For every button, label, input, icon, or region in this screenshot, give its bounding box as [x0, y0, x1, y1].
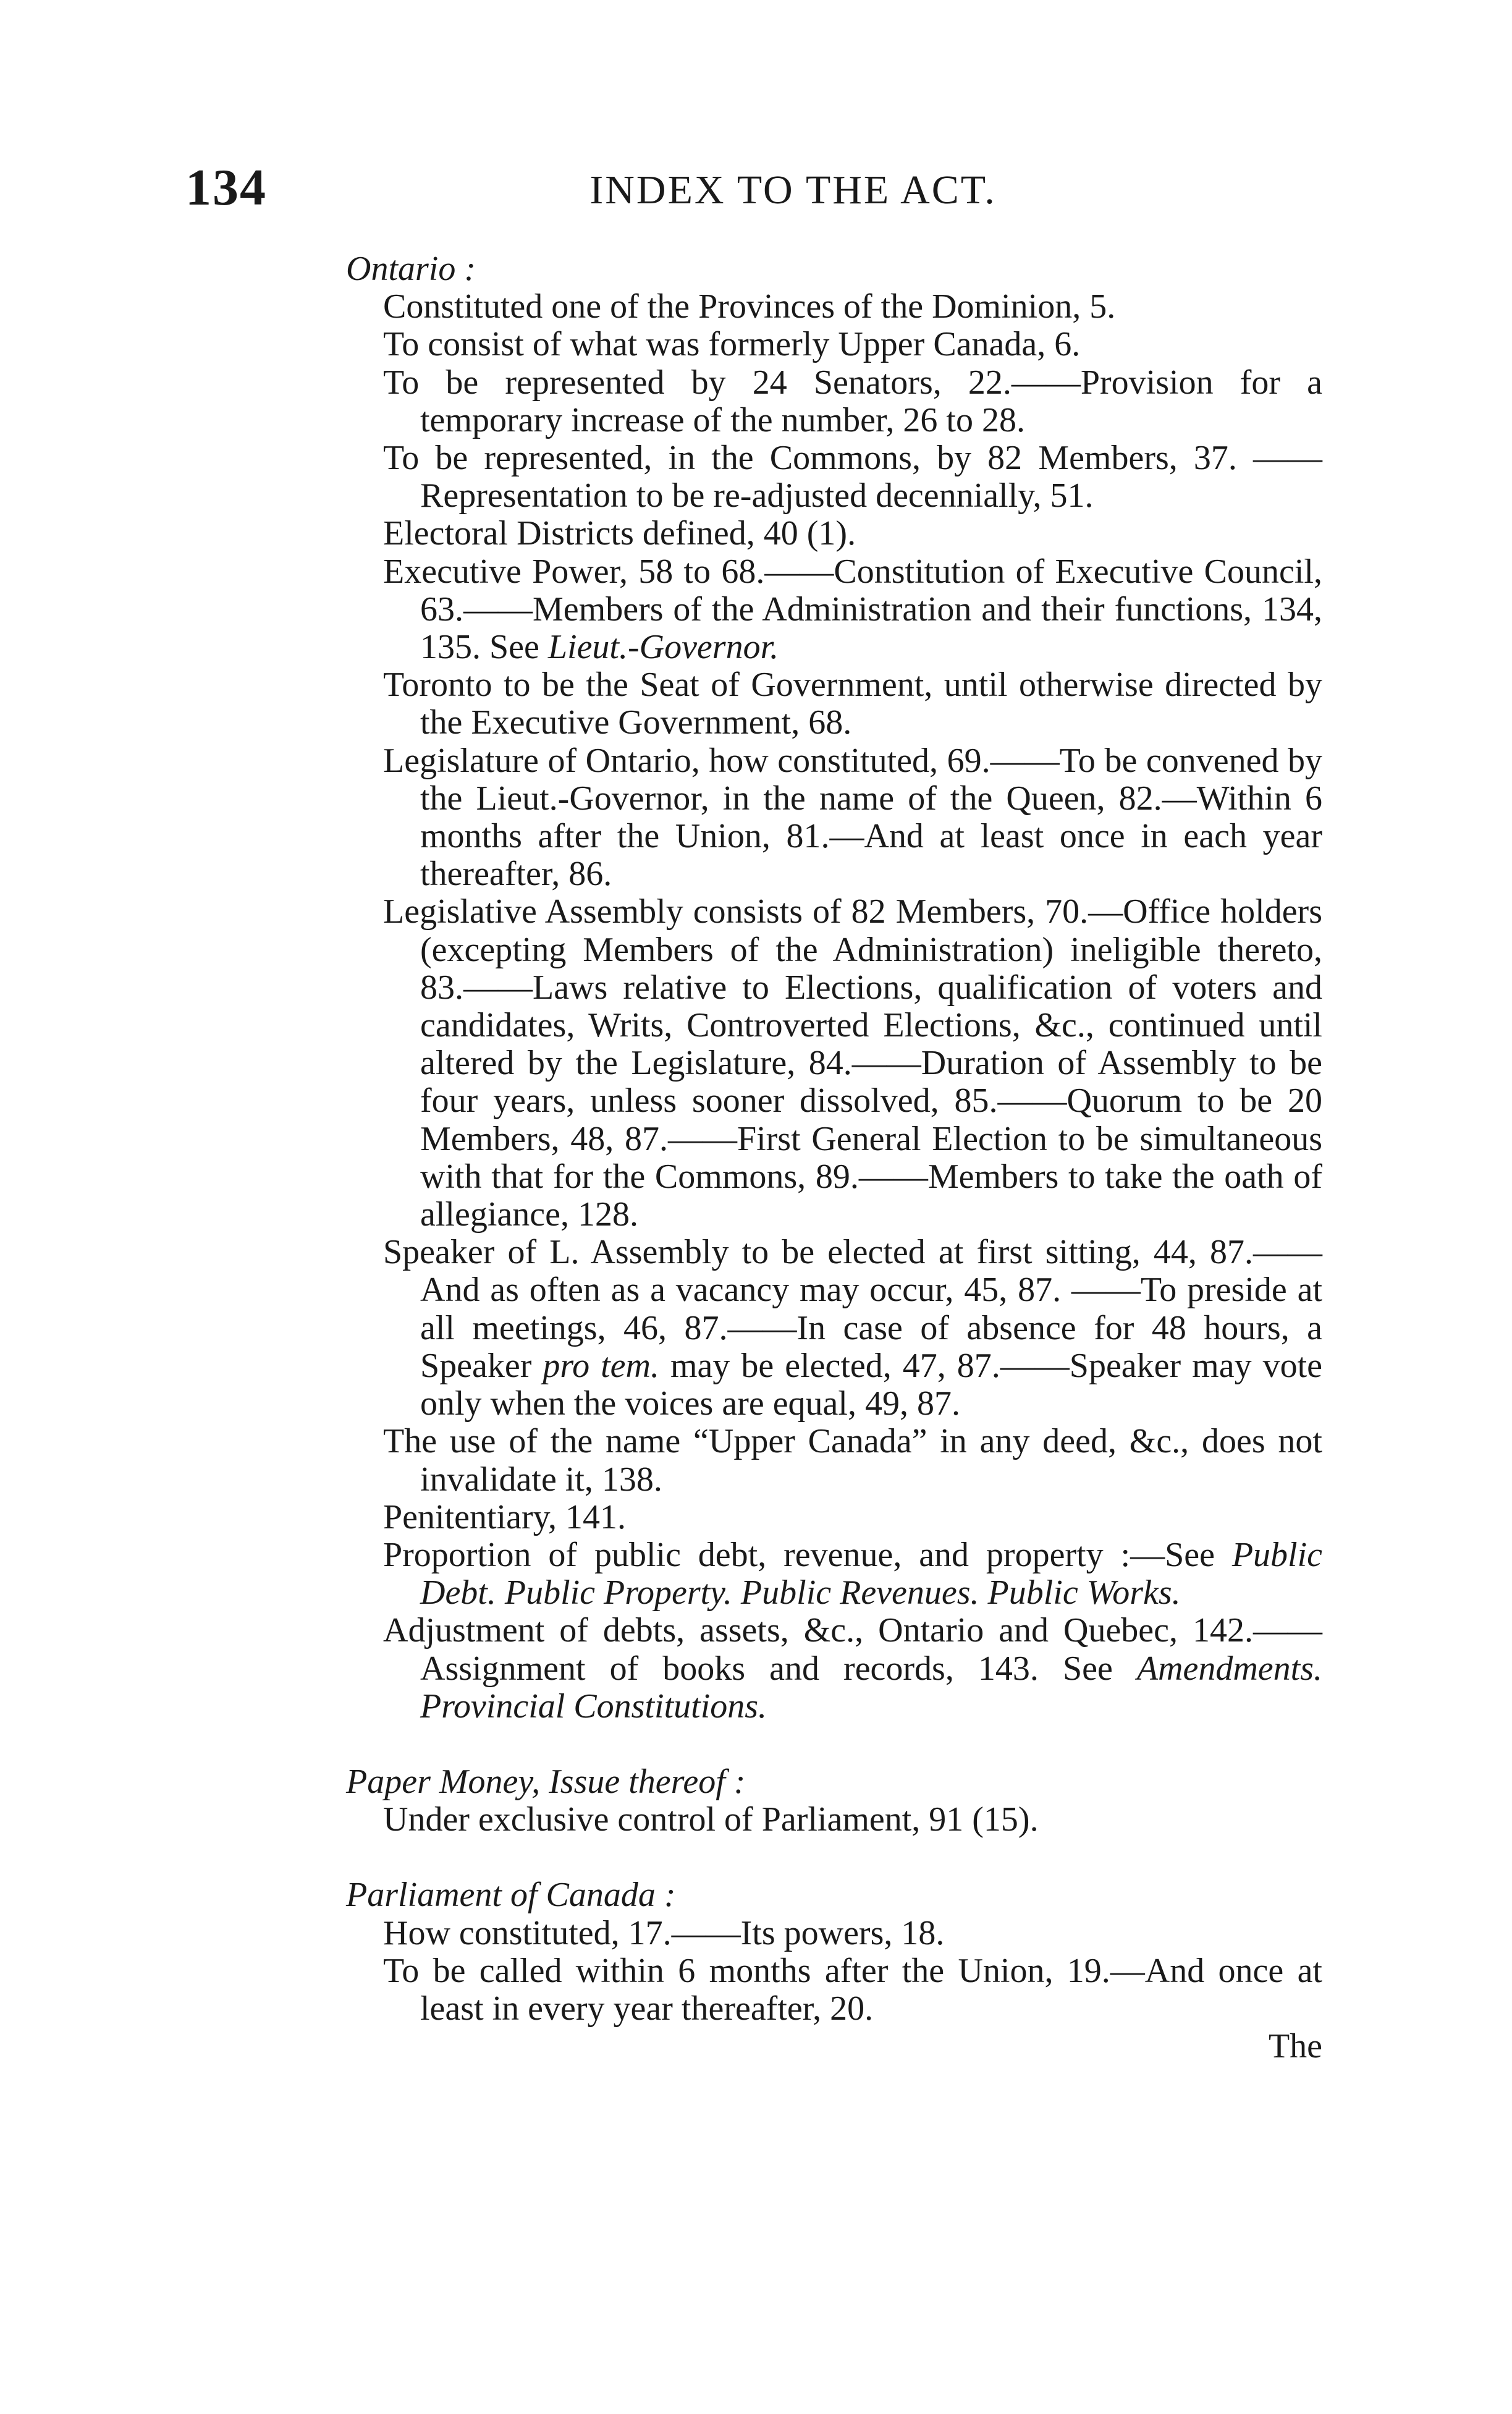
index-section [346, 1876, 1322, 2028]
index-section [346, 250, 1322, 1726]
entry-text: To consist of what was formerly Upper Canada, 6. [383, 325, 1081, 364]
entry-reference-italic: pro tem. [543, 1346, 659, 1385]
entry-reference-italic: Lieut.-Governor. [547, 628, 779, 667]
index-entry [383, 1499, 1322, 1536]
section-heading: Ontario : [346, 250, 476, 288]
index-entry [383, 1952, 1322, 2028]
index-entry [383, 515, 1322, 553]
entry-text: Penitentiary, 141. [383, 1497, 626, 1536]
entry-text: The use of the name “Upper Canada” in any deed, &c., does not invalidate it, 138. [383, 1422, 1322, 1499]
entry-text: Executive Power, 58 to 68.——Constitution of Executive Council, 63.——Members of the Administration and their functions, 134, 135. See [383, 552, 1322, 667]
section-heading: Paper Money, Issue thereof : [346, 1762, 746, 1801]
entry-text: Proportion of public debt, revenue, and property :—See [383, 1535, 1232, 1574]
index-sections [346, 250, 1322, 2028]
section-heading: Parliament of Canada : [346, 1876, 676, 1915]
entry-text: Speaker of L. Assembly to be elected at first sitting, 44, 87.——And as often as a vacancy may occur, 45, 87. ——To preside at all meetings, 46, 87.——In case of absence for 48 hours, a Speaker [383, 1233, 1322, 1385]
entry-text: Under exclusive control of Parliament, 91 (15). [383, 1800, 1039, 1839]
index-entry [383, 326, 1322, 363]
index-body [346, 250, 1322, 2065]
index-entry [383, 288, 1322, 326]
entry-text: Toronto to be the Seat of Government, until otherwise directed by the Executive Government, 68. [383, 666, 1322, 742]
entry-text: Legislative Assembly consists of 82 Members, 70.—Office holders (excepting Members of the Administration) ineligible thereto, 83.——Laws relative to Elections, qualification of voters and candidates, Writs, Controverted Elections, &c., continued until altered by the Legislature, 84.——Duration of Assembly to be four years, unless sooner dissolved, 85.——Quorum to be 20 Members, 48, 87.——First General Election to be simultaneous with that for the Commons, 89.——Members to take the oath of allegiance, 128. [383, 892, 1322, 1234]
index-entry [383, 1234, 1322, 1423]
index-entry [383, 1423, 1322, 1498]
entry-text: Legislature of Ontario, how constituted, 69.——To be convened by the Lieut.-Governor, in the name of the Queen, 82.—Within 6 months after the Union, 81.—And at least once in each year thereafter, 86. [383, 741, 1322, 894]
entry-text: To be represented, in the Commons, by 82 Members, 37. ——Representation to be re-adjusted decennially, 51. [383, 439, 1322, 515]
entry-text: How constituted, 17.——Its powers, 18. [383, 1913, 945, 1952]
catchword: The [1268, 2027, 1322, 2066]
index-entry [383, 666, 1322, 742]
entry-text: To be represented by 24 Senators, 22.——Provision for a temporary increase of the number, 26 to 28. [383, 363, 1322, 439]
index-section [346, 1763, 1322, 1839]
index-entry [383, 1612, 1322, 1726]
index-entry [383, 553, 1322, 667]
entry-text: Electoral Districts defined, 40 (1). [383, 514, 856, 553]
index-entry [383, 1536, 1322, 1612]
entry-text: Adjustment of debts, assets, &c., Ontario and Quebec, 142.——Assignment of books and records, 143. See [383, 1611, 1322, 1688]
index-entry [383, 364, 1322, 439]
entry-text: may be elected, 47, 87.——Speaker may vote only when the voices are equal, 49, 87. [420, 1346, 1322, 1423]
entry-reference-italic: Amendments. Provincial Constitutions. [420, 1649, 1322, 1726]
index-entry [383, 893, 1322, 1234]
index-entry [383, 742, 1322, 894]
index-entry [383, 1915, 1322, 1952]
entry-text: Constituted one of the Provinces of the Dominion, 5. [383, 287, 1116, 326]
running-head: INDEX TO THE ACT. [589, 167, 997, 213]
entry-text: To be called within 6 months after the Union, 19.—And once at least in every year thereafter, 20. [383, 1951, 1322, 2028]
entry-reference-italic: Public Debt. Public Property. Public Revenues. Public Works. [420, 1535, 1322, 1612]
index-entry [383, 1801, 1322, 1839]
page-number: 134 [185, 159, 267, 216]
index-entry [383, 439, 1322, 515]
